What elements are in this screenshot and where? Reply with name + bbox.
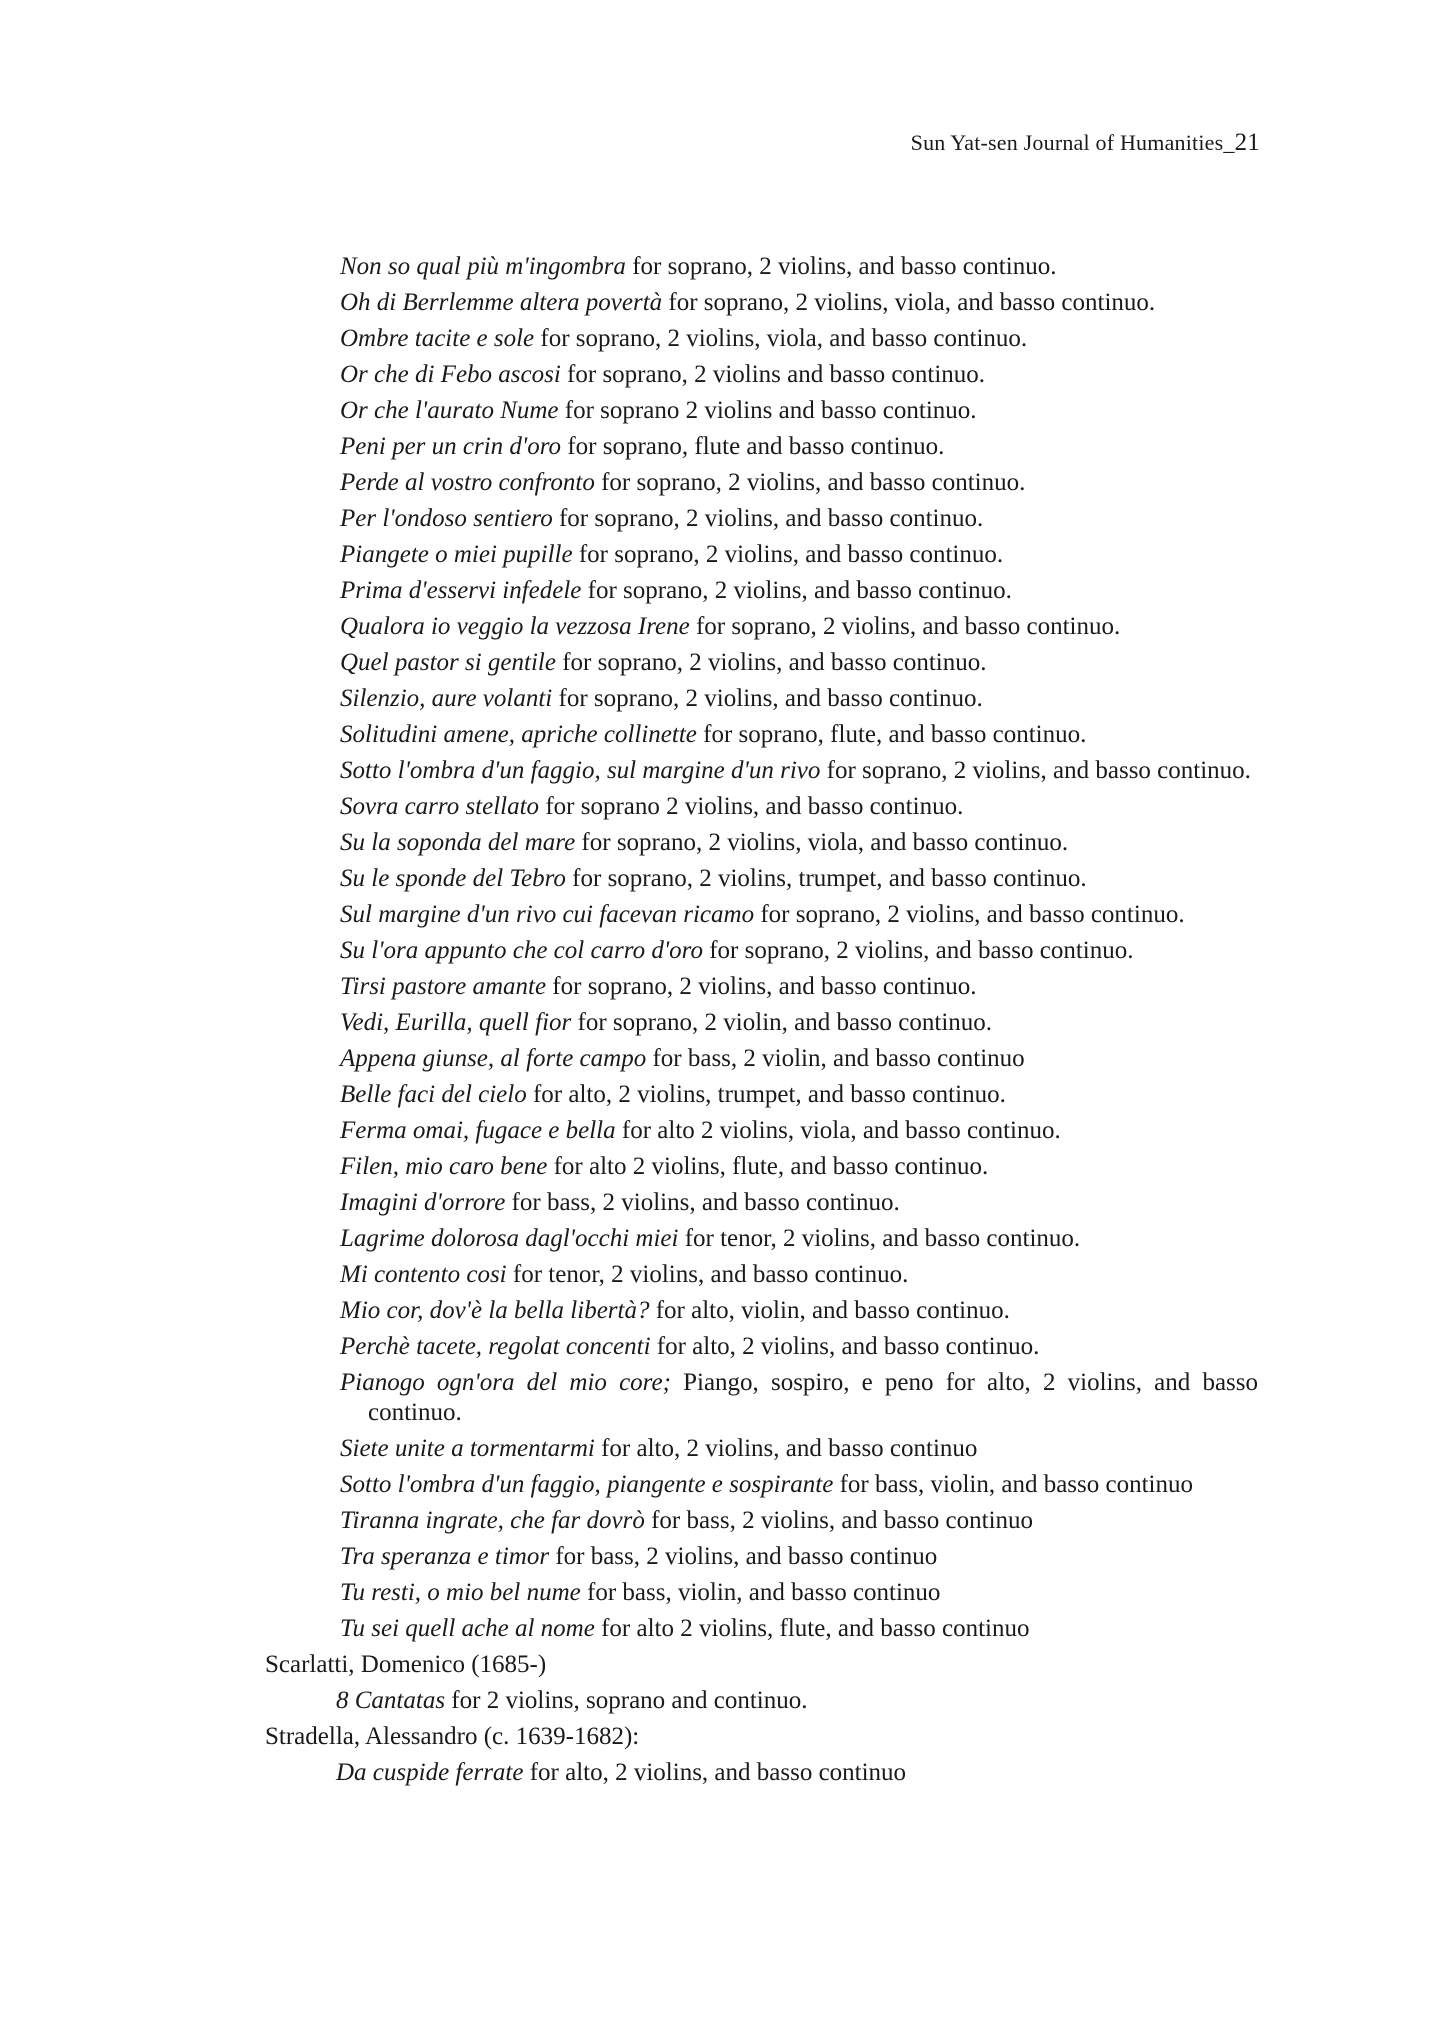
work-instrumentation: for bass, 2 violins, and basso continuo: [549, 1543, 938, 1570]
list-item: [0, 1686, 1433, 1716]
work-title: Belle faci del cielo: [340, 1081, 527, 1108]
work-title: Filen, mio caro bene: [340, 1153, 548, 1180]
work-instrumentation: for bass, 2 violin, and basso continuo: [646, 1045, 1025, 1072]
work-title: Perde al vostro confronto: [340, 469, 595, 496]
work-title: Prima d'esservi infedele: [340, 577, 582, 604]
work-instrumentation: for 2 violins, soprano and continuo.: [445, 1687, 808, 1714]
list-item: [0, 576, 1258, 606]
list-item: [0, 612, 1258, 642]
list-item: [0, 1008, 1258, 1038]
work-instrumentation: for bass, violin, and basso continuo: [580, 1579, 941, 1606]
catalogue-list: [0, 252, 1433, 1794]
work-instrumentation: for tenor, 2 violins, and basso continuo.: [678, 1225, 1081, 1252]
work-title: Sotto l'ombra d'un faggio, sul margine d'un rivo: [340, 757, 821, 784]
list-item: [0, 1116, 1258, 1146]
work-title: 8 Cantatas: [336, 1687, 446, 1714]
work-instrumentation: for soprano, flute and basso continuo.: [561, 433, 945, 460]
work-title: Peni per un crin d'oro: [340, 433, 562, 460]
work-title: Tra speranza e timor: [340, 1543, 550, 1570]
list-item: [0, 432, 1258, 462]
work-title: Appena giunse, al forte campo: [340, 1045, 647, 1072]
work-instrumentation: for soprano, 2 violins, viola, and basso continuo.: [534, 325, 1028, 352]
work-title: Mi contento cosi: [340, 1261, 507, 1288]
list-item: [0, 468, 1258, 498]
list-item: [0, 252, 1258, 282]
work-title: Quel pastor si gentile: [340, 649, 556, 676]
work-instrumentation: for bass, 2 violins, and basso continuo: [644, 1507, 1034, 1534]
work-instrumentation: for soprano, 2 violins, and basso continuo.: [702, 937, 1134, 964]
work-instrumentation: for bass, 2 violins, and basso continuo.: [505, 1189, 900, 1216]
work-title: Da cuspide ferrate: [336, 1759, 524, 1786]
work-title: Qualora io veggio la vezzosa Irene: [340, 613, 690, 640]
list-item: [0, 1758, 1433, 1788]
list-item: [0, 1578, 1258, 1608]
composer-heading: Stradella, Alessandro (c. 1639-1682):: [265, 1723, 640, 1750]
work-instrumentation: for soprano 2 violins, and basso continuo.: [539, 793, 964, 820]
work-title: Su l'ora appunto che col carro d'oro: [340, 937, 703, 964]
list-item: [0, 1044, 1258, 1074]
work-instrumentation: for soprano, 2 violins, and basso continuo.: [820, 757, 1251, 784]
work-instrumentation: for soprano, 2 violins, viola, and basso continuo.: [662, 289, 1156, 316]
list-item: [0, 972, 1258, 1002]
list-item: [0, 1188, 1258, 1218]
work-title: Tu sei quell ache al nome: [340, 1615, 595, 1642]
work-instrumentation: for tenor, 2 violins, and basso continuo.: [506, 1261, 909, 1288]
list-item: [0, 1080, 1258, 1110]
work-instrumentation: for soprano 2 violins and basso continuo.: [558, 397, 977, 424]
page-number: 21: [1234, 129, 1260, 156]
list-item: [0, 1614, 1258, 1644]
work-instrumentation: for alto 2 violins, flute, and basso continuo: [594, 1615, 1030, 1642]
work-title: Or che di Febo ascosi: [340, 361, 561, 388]
journal-title: Sun Yat-sen Journal of Humanities_: [910, 130, 1235, 155]
work-title: Tu resti, o mio bel nume: [340, 1579, 581, 1606]
list-item: [0, 1434, 1258, 1464]
work-instrumentation: for soprano, 2 violins, and basso continuo.: [546, 973, 977, 1000]
work-instrumentation: for soprano, 2 violins, viola, and basso continuo.: [575, 829, 1069, 856]
work-instrumentation: for soprano, 2 violins, and basso continuo.: [689, 613, 1121, 640]
work-instrumentation: for soprano, 2 violin, and basso continuo.: [571, 1009, 993, 1036]
work-instrumentation: for alto, 2 violins, and basso continuo: [594, 1435, 978, 1462]
work-instrumentation: for soprano, flute, and basso continuo.: [696, 721, 1087, 748]
list-item: [0, 1224, 1258, 1254]
work-title: Siete unite a tormentarmi: [340, 1435, 595, 1462]
work-title: Vedi, Eurilla, quell fior: [340, 1009, 572, 1036]
work-instrumentation: for alto 2 violins, viola, and basso continuo.: [615, 1117, 1061, 1144]
work-instrumentation: for alto 2 violins, flute, and basso continuo.: [547, 1153, 989, 1180]
work-title: Sovra carro stellato: [340, 793, 540, 820]
list-item: [0, 360, 1258, 390]
work-title: Per l'ondoso sentiero: [340, 505, 553, 532]
work-title: Sotto l'ombra d'un faggio, piangente e sospirante: [340, 1471, 834, 1498]
work-instrumentation: for alto, violin, and basso continuo.: [649, 1297, 1010, 1324]
list-item: [0, 792, 1258, 822]
work-title: Tiranna ingrate, che far dovrò: [340, 1507, 645, 1534]
work-title: Non so qual più m'ingombra: [340, 253, 626, 280]
work-title: Perchè tacete, regolat concenti: [340, 1333, 651, 1360]
work-title: Ombre tacite e sole: [340, 325, 535, 352]
list-item: [0, 324, 1258, 354]
work-instrumentation: for soprano, 2 violins, and basso continuo.: [552, 685, 983, 712]
work-instrumentation: for alto, 2 violins, trumpet, and basso continuo.: [526, 1081, 1006, 1108]
work-title: Silenzio, aure volanti: [340, 685, 553, 712]
work-instrumentation: for soprano, 2 violins, and basso continuo.: [572, 541, 1004, 568]
work-title: Mio cor, dov'è la bella libertà?: [340, 1297, 650, 1324]
list-item: [0, 1506, 1258, 1536]
list-item: [0, 1470, 1258, 1500]
work-instrumentation: for soprano, 2 violins and basso continuo.: [560, 361, 986, 388]
list-item: [0, 828, 1258, 858]
work-title: Or che l'aurato Nume: [340, 397, 559, 424]
work-title: Ferma omai, fugace e bella: [340, 1117, 616, 1144]
list-item: [0, 540, 1258, 570]
composer-heading: Scarlatti, Domenico (1685-): [265, 1651, 547, 1678]
list-item: [0, 1542, 1258, 1572]
list-item: [0, 900, 1258, 930]
list-item: [0, 756, 1258, 786]
running-header: [0, 129, 1260, 157]
work-title: Oh di Berrlemme altera povertà: [340, 289, 663, 316]
work-instrumentation: for soprano, 2 violins, and basso continuo.: [754, 901, 1185, 928]
list-item: [0, 1152, 1258, 1182]
list-item: [0, 1332, 1258, 1362]
list-item: [0, 288, 1258, 318]
work-title: Sul margine d'un rivo cui facevan ricamo: [340, 901, 755, 928]
work-instrumentation: for soprano, 2 violins, trumpet, and basso continuo.: [565, 865, 1087, 892]
list-item: [0, 396, 1258, 426]
work-title: Pianogo ogn'ora del mio core;: [340, 1369, 671, 1396]
list-item: [0, 864, 1258, 894]
list-item: [0, 1260, 1258, 1290]
work-instrumentation: for soprano, 2 violins, and basso continuo.: [594, 469, 1026, 496]
work-title: Piangete o miei pupille: [340, 541, 573, 568]
list-item: [0, 1296, 1258, 1326]
work-instrumentation: for soprano, 2 violins, and basso continuo.: [552, 505, 984, 532]
work-instrumentation: for soprano, 2 violins, and basso continuo.: [555, 649, 987, 676]
work-title: Solitudini amene, apriche collinette: [340, 721, 697, 748]
list-item: [0, 936, 1258, 966]
work-instrumentation: Piango, sospiro, e peno for alto, 2 violins, and basso continuo.: [368, 1369, 1258, 1426]
work-instrumentation: for alto, 2 violins, and basso continuo: [523, 1759, 907, 1786]
list-item: [0, 648, 1258, 678]
list-item: [0, 1368, 1258, 1428]
work-title: Su le sponde del Tebro: [340, 865, 566, 892]
work-title: Lagrime dolorosa dagl'occhi miei: [340, 1225, 679, 1252]
list-item: [0, 504, 1258, 534]
work-title: Imagini d'orrore: [340, 1189, 506, 1216]
list-item: [0, 684, 1258, 714]
work-instrumentation: for bass, violin, and basso continuo: [833, 1471, 1193, 1498]
work-title: Tirsi pastore amante: [340, 973, 547, 1000]
work-instrumentation: for soprano, 2 violins, and basso continuo.: [581, 577, 1012, 604]
work-instrumentation: for soprano, 2 violins, and basso continuo.: [625, 253, 1057, 280]
work-title: Su la soponda del mare: [340, 829, 576, 856]
work-instrumentation: for alto, 2 violins, and basso continuo.: [650, 1333, 1040, 1360]
list-item: [0, 720, 1258, 750]
scarlatti-alessandro-works: [0, 252, 1433, 1644]
